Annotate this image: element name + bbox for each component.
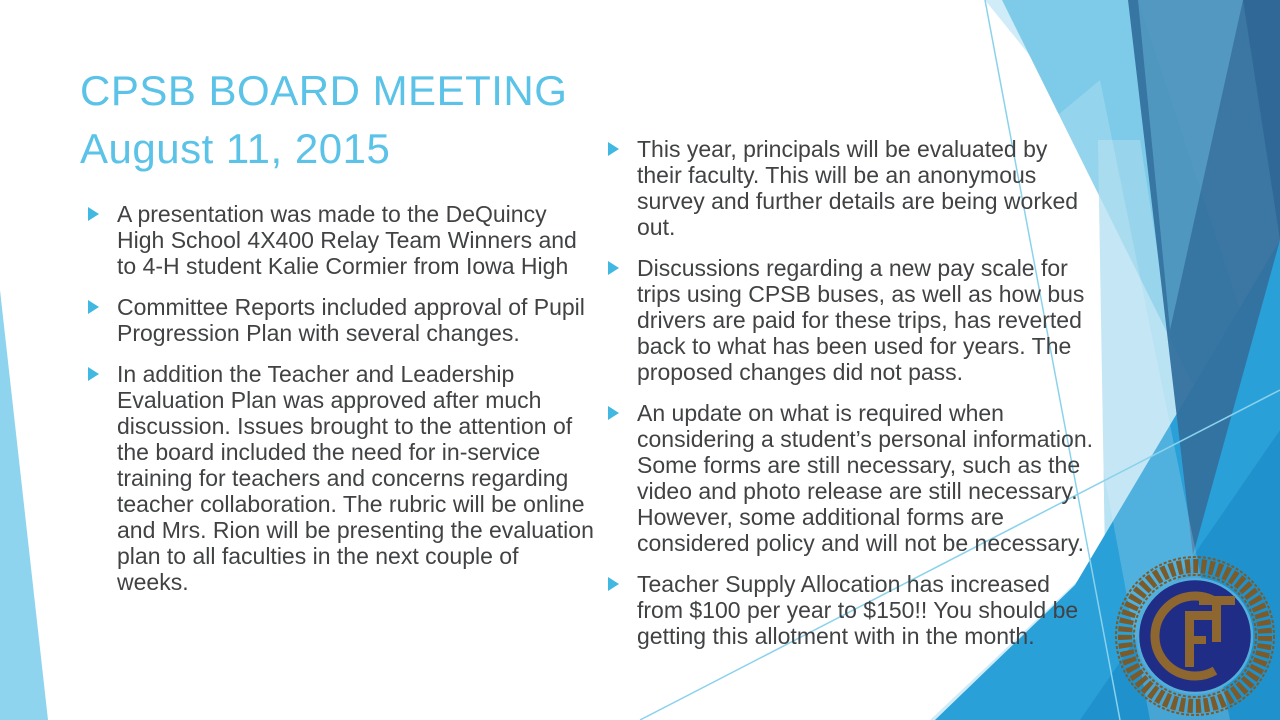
bullet-text: Discussions regarding a new pay scale for trips using CPSB buses, as well as how bus drivers are paid for these trips, has reverted back to what has been used for years. The proposed changes did not pass. — [637, 255, 1085, 385]
list-item — [88, 294, 600, 346]
list-item — [88, 201, 600, 279]
right-bullet-list — [608, 136, 1108, 649]
bullet-arrow-icon — [608, 142, 619, 156]
list-item — [608, 255, 1108, 385]
bullet-arrow-icon — [608, 261, 619, 275]
left-bullet-list — [88, 201, 600, 595]
page-title — [80, 62, 567, 178]
list-item — [88, 361, 600, 595]
list-item — [608, 136, 1108, 240]
bullet-text: Committee Reports included approval of Pupil Progression Plan with several changes. — [117, 294, 585, 346]
cft-logo — [1112, 553, 1278, 720]
list-item — [608, 400, 1108, 556]
list-item — [608, 571, 1108, 649]
bullet-arrow-icon — [88, 367, 99, 381]
bullet-arrow-icon — [608, 406, 619, 420]
bullet-text: An update on what is required when considering a student’s personal information. Some forms are still necessary, such as the video and photo release are still necessary. However, some additional forms are considered policy and will not be necessary. — [637, 400, 1094, 556]
left-column — [88, 201, 600, 610]
bullet-text: Teacher Supply Allocation has increased from $100 per year to $150!! You should be getting this allotment with in the month. — [637, 571, 1079, 649]
bullet-arrow-icon — [88, 207, 99, 221]
title-line-2: August 11, 2015 — [80, 125, 391, 172]
bullet-text: A presentation was made to the DeQuincy High School 4X400 Relay Team Winners and to 4-H student Kalie Cormier from Iowa High — [117, 201, 577, 279]
right-column — [608, 136, 1108, 664]
cft-logo-graphic — [1112, 553, 1278, 719]
bullet-arrow-icon — [88, 300, 99, 314]
bullet-arrow-icon — [608, 577, 619, 591]
title-line-1: CPSB BOARD MEETING — [80, 67, 568, 114]
bullet-text: This year, principals will be evaluated by their faculty. This will be an anonymous survey and further details are being worked out. — [637, 136, 1079, 240]
bullet-text: In addition the Teacher and Leadership Evaluation Plan was approved after much discussion. Issues brought to the attention of the board included the need for in-service training for teachers and concerns regarding teacher collaboration. The rubric will be online and Mrs. Rion will be presenting the evaluation plan to all faculties in the next couple of weeks. — [117, 361, 594, 595]
